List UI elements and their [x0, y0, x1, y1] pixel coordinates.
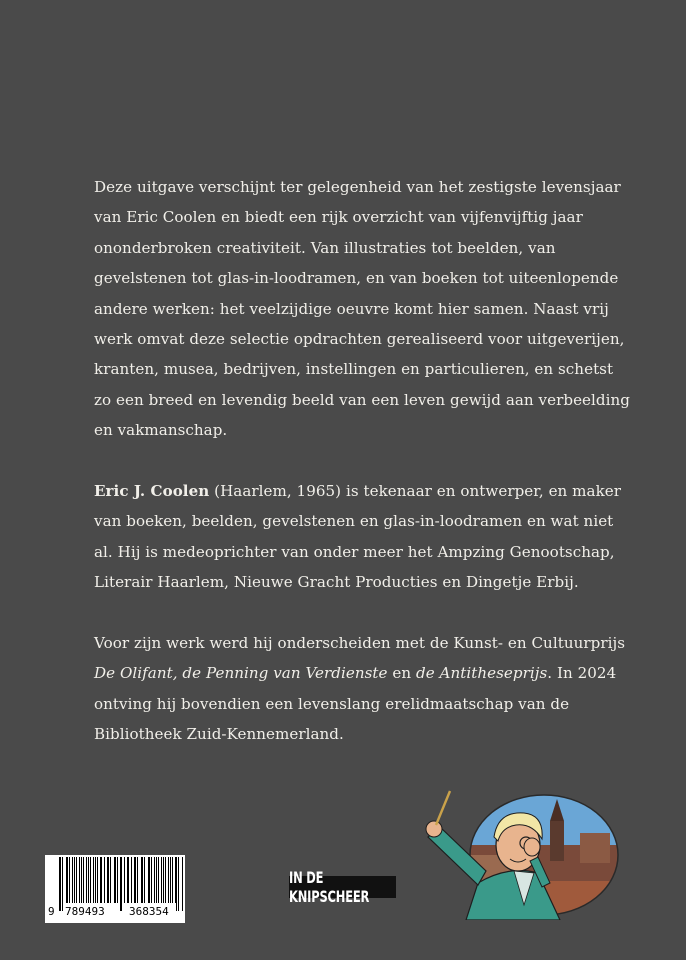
- barcode-digit-first: 9: [48, 905, 55, 918]
- awards-text-1: Voor zijn werk werd hij onderscheiden met de Kunst- en Cultuurprijs: [94, 634, 626, 653]
- author-bio-text: (Haarlem, 1965) is tekenaar en ontwerper, en maker van boeken, beelden, gevelstenen en glas-in-loodramen en wat niet al. Hij is medeoprichter van onder meer het Ampzing Genootschap, Literair Haarlem, Nieuwe Gracht Producties en Dingetje Erbij.: [94, 482, 622, 592]
- publisher-logo: [289, 868, 396, 906]
- barcode-digits-left: 789493: [65, 905, 105, 918]
- back-cover-blurb: [94, 172, 634, 780]
- author-name: Eric J. Coolen: [94, 482, 210, 501]
- barcode-digits: [45, 905, 185, 921]
- award-names-italic: De Olifant, de Penning van Verdienste: [94, 664, 388, 683]
- barcode-bar: [124, 857, 125, 903]
- barcode-bar: [163, 857, 164, 903]
- publisher-logo-text: IN DE KNIPSCHEER: [289, 868, 370, 906]
- isbn-barcode: [45, 855, 185, 923]
- awards-text-2: en: [387, 664, 416, 683]
- barcode-bars: [59, 857, 183, 907]
- awards-text-3: . In 2024 ontving hij bovendien een levenslang erelidmaatschap van de Bibliotheek Zuid-Kennemerland.: [94, 664, 617, 744]
- author-bio-paragraph: [94, 476, 634, 598]
- intro-paragraph: Deze uitgave verschijnt ter gelegenheid van het zestigste levensjaar van Eric Coolen en biedt een rijk overzicht van vijfenvijftig jaar ononderbroken creativiteit. Van illustraties tot beelden, van gevelstenen tot glas-in-loodramen, en van boeken tot uiteenlopende andere werken: het veelzijdige oeuvre komt hier samen. Naast vrij werk omvat deze selectie opdrachten gerealiseerd voor uitgeverijen, kranten, musea, bedrijven, instellingen en particulieren, en schetst zo een breed en levendig beeld van een leven gewijd aan verbeelding en vakmanschap.: [94, 178, 630, 440]
- author-portrait-illustration: [420, 785, 620, 920]
- award-antithese-italic: de Antitheseprijs: [415, 664, 548, 683]
- barcode-bar: [72, 857, 73, 903]
- awards-paragraph: [94, 628, 634, 750]
- barcode-bar: [93, 857, 94, 903]
- barcode-digits-right: 368354: [129, 905, 169, 918]
- barcode-bar: [144, 857, 145, 903]
